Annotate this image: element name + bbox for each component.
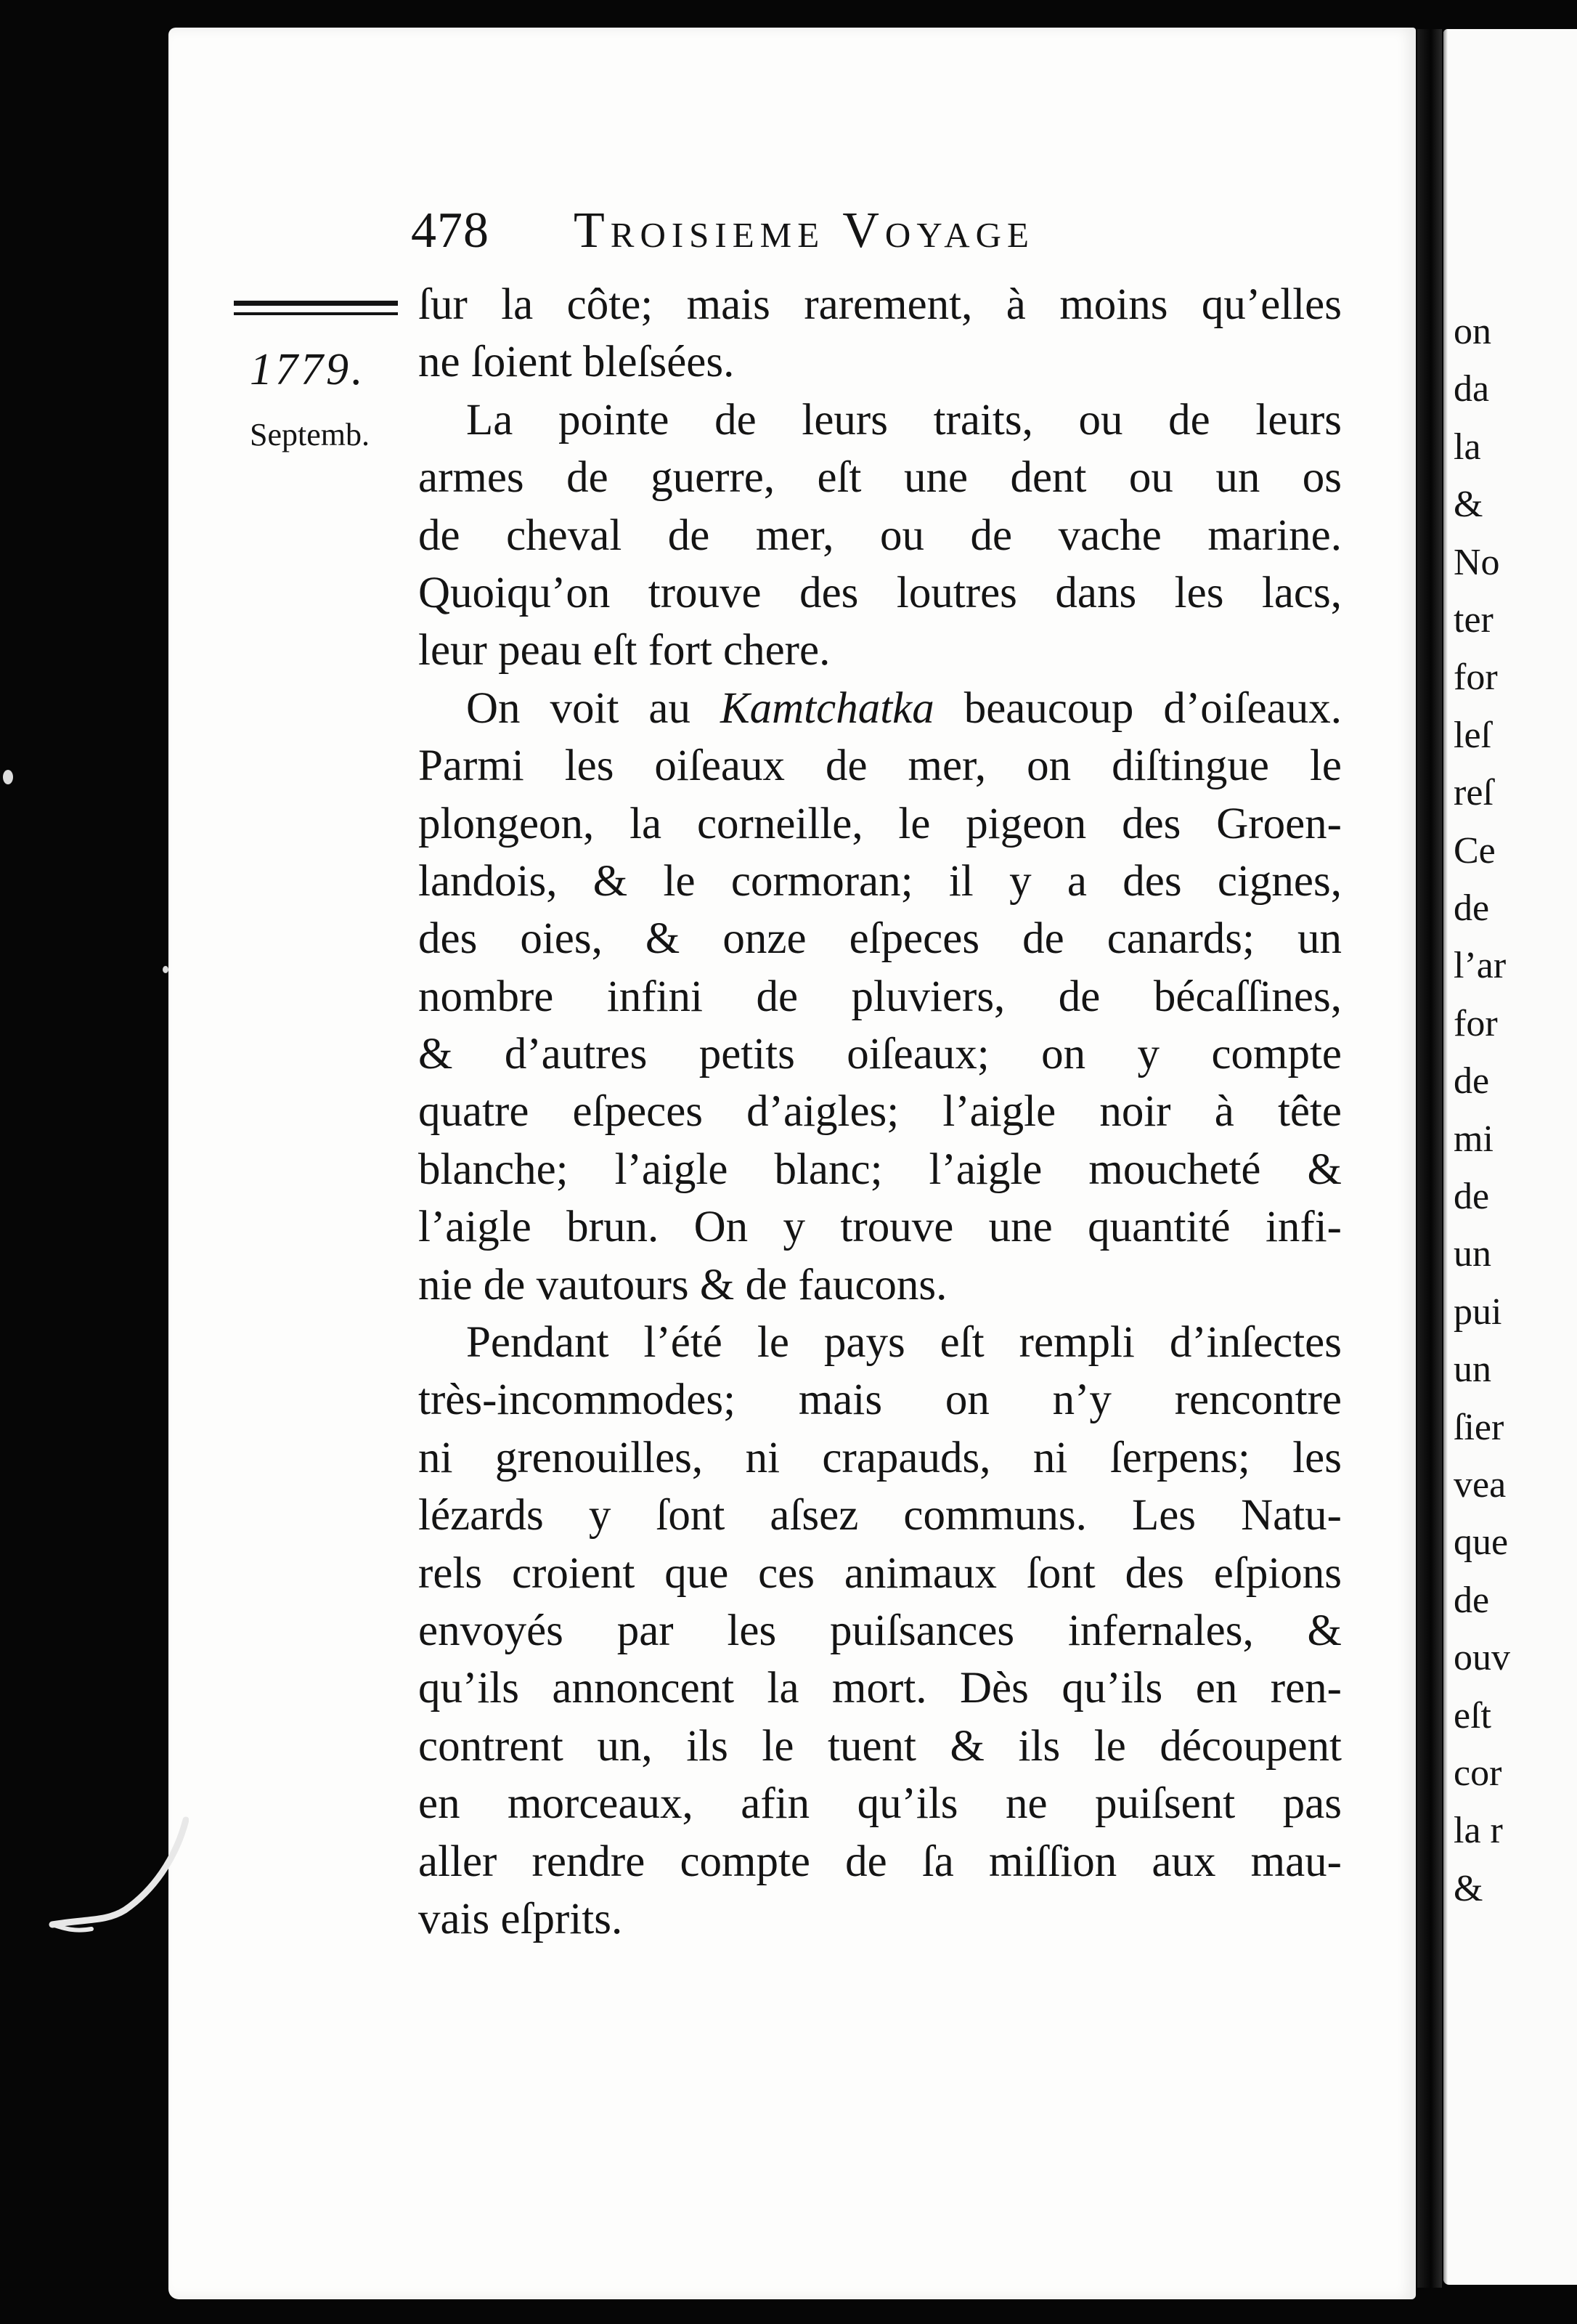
facing-page-fragment: for [1454, 657, 1498, 699]
facing-page-fragment: for [1454, 1002, 1498, 1044]
text-line: & d’autres petits oiſeaux; on y compte [418, 1030, 1342, 1079]
facing-page-fragment: un [1454, 1233, 1491, 1275]
facing-page-fragment: pui [1454, 1291, 1502, 1333]
text-line: La pointe de leurs traits, ou de leurs [466, 395, 1342, 444]
facing-page-fragment: & [1454, 484, 1483, 526]
facing-page-fragment: de [1454, 1579, 1490, 1621]
loose-thread-decoration [44, 1816, 189, 1946]
facing-page-fragment: & [1454, 1867, 1483, 1909]
text-line: vais eſprits. [418, 1894, 623, 1943]
facing-page-fragment: ter [1454, 599, 1494, 641]
text-line: quatre eſpeces d’aigles; l’aigle noir à tête [418, 1087, 1342, 1137]
text-line: des oies, & onze eſpeces de canards; un [418, 914, 1342, 964]
margin-double-rule [234, 301, 398, 315]
scan-speck [3, 770, 13, 784]
facing-page-fragment: ſier [1454, 1406, 1504, 1448]
text-line: ni grenouilles, ni crapauds, ni ſerpens; les [418, 1433, 1342, 1482]
facing-page-fragment: l’ar [1454, 945, 1507, 987]
place-name-italic: Kamtchatka [720, 683, 934, 733]
text-line: lézards y ſont aſsez communs. Les Natu- [418, 1491, 1342, 1540]
text-line: Pendant l’été le pays eſt rempli d’inſectes [466, 1318, 1342, 1368]
margin-year: 1779. [250, 345, 366, 394]
text-line-end: beaucoup d’oiſeaux. [963, 683, 1342, 733]
facing-page-fragment: de [1454, 887, 1490, 929]
facing-page-edge [1443, 29, 1448, 2285]
facing-page-fragment: cor [1454, 1752, 1502, 1794]
text-line-start: On voit au [466, 683, 690, 733]
facing-page-fragment: leſ [1454, 714, 1491, 756]
text-line: nombre infini de pluviers, de bécaſſines, [418, 972, 1342, 1021]
text-line: nie de vautours & de faucons. [418, 1260, 948, 1309]
facing-page-fragment: Ce [1454, 829, 1496, 871]
text-line-kamtchatka [418, 680, 1342, 737]
facing-page-fragment: mi [1454, 1118, 1494, 1160]
book-gutter [1417, 29, 1442, 2288]
body-text [418, 276, 1342, 1948]
facing-page-fragment: reſ [1454, 772, 1494, 814]
facing-page-fragment: de [1454, 1060, 1490, 1102]
text-line: Parmi les oiſeaux de mer, on diſtingue le [418, 742, 1342, 791]
text-line: leur peau eſt fort chere. [418, 626, 831, 675]
text-line: armes de guerre, eſt une dent ou un os [418, 453, 1342, 503]
facing-page [1443, 29, 1577, 2285]
scan-speck [163, 966, 168, 973]
text-line: en morceaux, afin qu’ils ne puiſsent pas [418, 1779, 1342, 1829]
text-line: de cheval de mer, ou de vache marine. [418, 511, 1342, 560]
facing-page-fragment: que [1454, 1521, 1509, 1564]
facing-page-fragment: on [1454, 311, 1491, 352]
facing-page-fragment: de [1454, 1176, 1490, 1217]
text-line: Quoiqu’on trouve des loutres dans les lacs, [418, 568, 1342, 617]
running-title: Troisieme Voyage [574, 203, 1035, 259]
facing-page-fragment: ouv [1454, 1637, 1510, 1679]
facing-page-fragment: la [1454, 426, 1481, 468]
text-line: ſur la côte; mais rarement, à moins qu’elles [418, 280, 1342, 329]
text-line: envoyés par les puiſsances infernales, & [418, 1606, 1342, 1655]
facing-page-fragment: la r [1454, 1810, 1503, 1852]
facing-page-fragment: da [1454, 368, 1490, 410]
facing-page-fragment: vea [1454, 1464, 1507, 1506]
margin-month: Septemb. [250, 417, 370, 452]
text-line: ne ſoient bleſsées. [418, 338, 735, 387]
text-line: qu’ils annoncent la mort. Dès qu’ils en ren- [418, 1664, 1342, 1713]
text-line: landois, & le cormoran; il y a des cignes, [418, 856, 1342, 906]
text-line: plongeon, la corneille, le pigeon des Groen- [418, 799, 1342, 848]
text-line: l’aigle brun. On y trouve une quantité infi- [418, 1203, 1342, 1252]
text-line: rels croient que ces animaux ſont des eſpions [418, 1548, 1342, 1598]
facing-page-fragment: eſt [1454, 1694, 1491, 1736]
page-number: 478 [411, 203, 489, 259]
text-line: contrent un, ils le tuent & ils le découpent [418, 1721, 1342, 1771]
facing-page-fragment: un [1454, 1349, 1491, 1391]
facing-page-fragment: No [1454, 541, 1500, 583]
text-line: très-incommodes; mais on n’y rencontre [418, 1376, 1342, 1425]
text-line: blanche; l’aigle blanc; l’aigle moucheté & [418, 1145, 1342, 1194]
text-line: aller rendre compte de ſa miſſion aux mau- [418, 1837, 1342, 1886]
